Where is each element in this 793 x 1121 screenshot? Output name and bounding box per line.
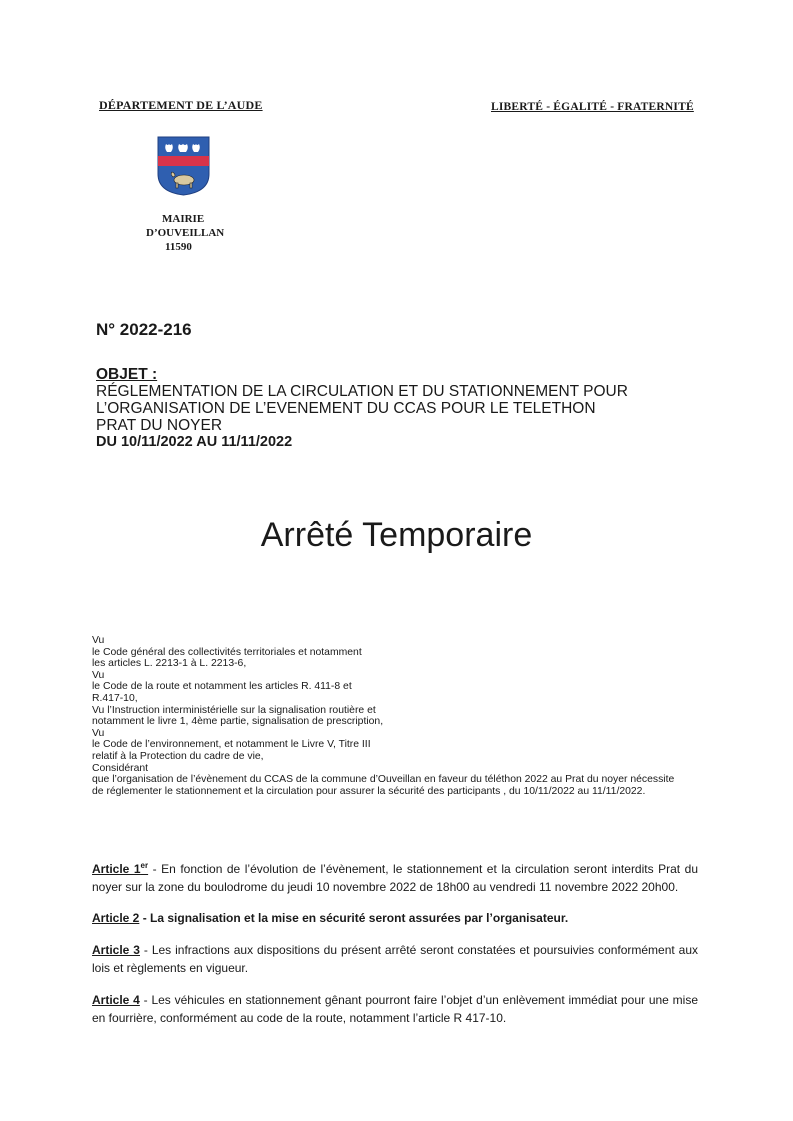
mairie-commune: D’OUVEILLAN (146, 227, 225, 239)
article-3 (92, 941, 698, 977)
objet-line-1: RÉGLEMENTATION DE LA CIRCULATION ET DU STATIONNEMENT POUR (96, 383, 628, 400)
visa-line: que l’organisation de l’évènement du CCAS de la commune d’Ouveillan en faveur du téléthon 2022 au Prat du noyer nécessite (92, 774, 675, 786)
department-header: DÉPARTEMENT DE L’AUDE (99, 98, 263, 112)
mairie-block (140, 212, 240, 254)
articles-block (92, 857, 698, 1027)
document-title: Arrêté Temporaire (260, 516, 533, 554)
visa-line: les articles L. 2213-1 à L. 2213-6, (92, 658, 247, 670)
article-1-text: - En fonction de l’évolution de l’évènement, le stationnement et la circulation seront interdits Prat du noyer sur la zone du boulodrome du jeudi 10 novembre 2022 de 18h00 au vendredi 11 novembre 2022 20h00. (92, 862, 699, 894)
visa-line: Vu l’Instruction interministérielle sur la signalisation routière et (92, 704, 376, 716)
coat-of-arms-icon (157, 136, 210, 196)
visas-block (92, 635, 732, 797)
mairie-title: MAIRIE (162, 213, 205, 225)
article-1-title-text: Article 1 (92, 862, 141, 876)
visa-line: relatif à la Protection du cadre de vie, (92, 750, 264, 762)
objet-block (96, 366, 716, 451)
article-2-text: - La signalisation et la mise en sécurité seront assurées par l’organisateur. (139, 911, 569, 925)
article-4-title: Article 4 (92, 993, 140, 1007)
article-2 (92, 909, 698, 927)
visa-line: de réglementer le stationnement et la circulation pour assurer la sécurité des participants , du 10/11/2022 au 11/11/2022. (92, 785, 646, 797)
visa-line: notamment le livre 1, 4ème partie, signalisation de prescription, (92, 716, 384, 728)
visa-line: R.417-10, (92, 692, 138, 704)
visa-line: le Code général des collectivités territoriales et notamment (92, 646, 362, 658)
visa-line: Considérant (92, 762, 149, 774)
article-4-text: - Les véhicules en stationnement gênant pourront faire l’objet d’un enlèvement immédiat pour une mise en fourrière, conformément au code de la route, notamment l’article R 417-10. (92, 993, 698, 1025)
objet-label: OBJET : (96, 366, 158, 383)
arrete-number: N° 2022-216 (96, 320, 192, 339)
visa-line: le Code de l’environnement, et notamment le Livre V, Titre III (92, 739, 371, 751)
visa-line: Vu (92, 727, 105, 739)
article-2-title: Article 2 (92, 911, 140, 925)
article-4 (92, 991, 698, 1027)
mairie-postal-code: 11590 (165, 241, 192, 253)
visa-line: Vu (92, 635, 105, 646)
objet-dates: DU 10/11/2022 AU 11/11/2022 (96, 434, 293, 450)
article-3-text: - Les infractions aux dispositions du présent arrêté seront constatées et poursuivies conformément aux lois et règlements en vigueur. (92, 943, 699, 975)
visa-line: le Code de la route et notamment les articles R. 411-8 et (92, 681, 352, 693)
article-1-title (92, 862, 148, 876)
article-1 (92, 857, 698, 896)
objet-line-2: L’ORGANISATION DE L’EVENEMENT DU CCAS POUR LE TELETHON (96, 400, 596, 417)
visa-line: Vu (92, 669, 105, 681)
article-1-title-suffix: er (140, 861, 149, 870)
article-3-title: Article 3 (92, 943, 140, 957)
objet-line-3: PRAT DU NOYER (96, 417, 223, 434)
national-motto: LIBERTÉ - ÉGALITÉ - FRATERNITÉ (491, 101, 694, 113)
